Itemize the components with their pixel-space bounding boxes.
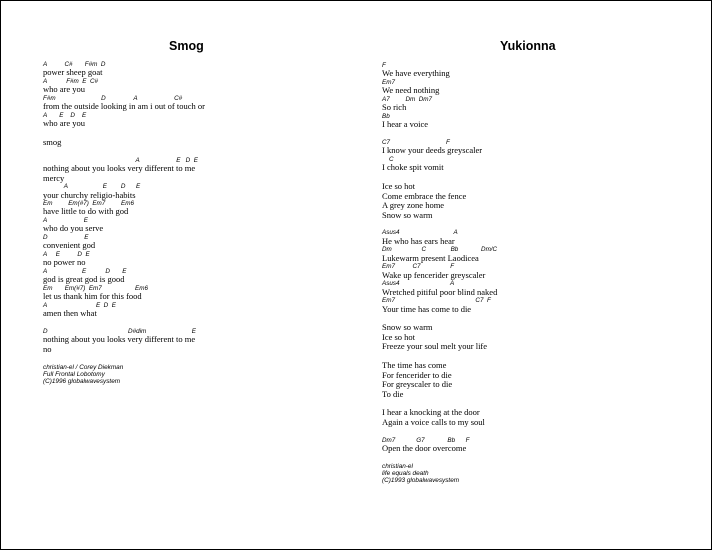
lyric-text: Snow so warm [382, 209, 433, 220]
lyric-line [43, 183, 343, 200]
chord-line: D E [43, 234, 89, 242]
lyric-line [43, 157, 343, 174]
credit-line: (C)1993 globalwavesystem [382, 476, 460, 484]
chord-line: A E D E [43, 183, 141, 191]
lyric-text: Your time has come to die [382, 303, 472, 314]
lyric-text: I know your deeds greyscaler [382, 145, 483, 156]
lyric-line [382, 263, 682, 280]
lyric-line [43, 268, 343, 285]
lyric-line [43, 251, 343, 268]
stanza-gap [43, 355, 343, 364]
chord-line: A E D E [43, 251, 90, 259]
lyric-line [382, 62, 682, 79]
lyric-text: who do you serve [43, 223, 104, 234]
lyric-text: nothing about you looks very different to me [43, 162, 196, 173]
song-title: Yukionna [500, 39, 556, 53]
lyric-text: nothing about you looks very different to me [43, 334, 196, 345]
lyric-text: I hear a knocking at the door [382, 407, 480, 418]
chord-line: D D#dim E [43, 327, 196, 335]
chord-line: A7 Dm Dm7 [382, 95, 433, 103]
chord-line: Bb [382, 112, 390, 120]
lyric-text: Come embrace the fence [382, 190, 467, 201]
stanza-gap [43, 319, 343, 328]
lyric-line [382, 390, 682, 400]
lyric-text: Ice so hot [382, 180, 416, 191]
lyric-text: convenient god [43, 240, 96, 251]
lyric-text: Freeze your soul melt your life [382, 341, 488, 352]
lyric-line [382, 79, 682, 96]
lyric-line [382, 418, 682, 428]
chord-line: A C# F#m D [43, 61, 106, 68]
lyric-line [43, 234, 343, 251]
lyric-text: who are you [43, 84, 86, 95]
stanza-gap [382, 130, 682, 139]
lyric-line [382, 246, 682, 263]
lyric-text: let us thank him for this food [43, 291, 142, 302]
lyric-text: no [43, 343, 52, 354]
chord-line: C7 F [382, 138, 450, 146]
lyric-line [43, 112, 343, 129]
lyric-text: To die [382, 388, 404, 399]
lyric-text: For greyscaler to die [382, 379, 453, 390]
lyric-line [43, 285, 343, 302]
lyric-text: who are you [43, 118, 86, 129]
chord-line: Asus4 A [382, 229, 458, 237]
lyric-text: Wretched pitiful poor blind naked [382, 286, 498, 297]
lyric-line [43, 78, 343, 95]
lyric-line [43, 95, 343, 112]
lyric-text: from the outside looking in am i out of touch or [43, 101, 205, 112]
lyric-line [43, 61, 343, 78]
lyric-text: Wake up fencerider greyscaler [382, 269, 486, 280]
lyric-text: We have everything [382, 68, 450, 79]
lyric-line [382, 380, 682, 390]
chord-line: Dm7 G7 Bb F [382, 436, 470, 444]
lyric-line [382, 437, 682, 454]
lyric-line [382, 156, 682, 173]
chord-line: Em7 C7 F [382, 263, 455, 271]
stanza-gap [382, 454, 682, 463]
chord-line: F#m D A C# [43, 94, 183, 102]
lyric-text: Lukewarm present Laodicea [382, 252, 479, 263]
lyric-text: I choke spit vomit [382, 162, 444, 173]
song-title: Smog [169, 39, 204, 53]
lyric-text: So rich [382, 102, 407, 113]
lyric-line [382, 297, 682, 314]
lyric-line [382, 323, 682, 333]
lyric-text: Ice so hot [382, 331, 416, 342]
chord-line: A E D E [43, 111, 87, 119]
song-body [43, 61, 343, 385]
lyric-text: A grey zone home [382, 200, 445, 211]
stanza-gap [43, 129, 343, 138]
chord-line: Em Em(#7) Em7 Em6 [43, 200, 134, 208]
lyric-text: no power no [43, 257, 86, 268]
chord-line: F [382, 62, 386, 69]
stanza-gap [382, 173, 682, 182]
chord-line: A E D E [43, 302, 116, 309]
lyric-text: The time has come [382, 359, 447, 370]
lyric-text: mercy [43, 172, 65, 183]
lyric-line [382, 139, 682, 156]
chord-line: A E D E [43, 268, 127, 276]
credit-line: life equals death [382, 469, 429, 477]
lyric-line [382, 229, 682, 246]
chord-line: A E [43, 217, 88, 225]
stanza-gap [382, 428, 682, 437]
lyric-text: He who has ears hear [382, 235, 455, 246]
lyric-text: Again a voice calls to my soul [382, 416, 485, 427]
stanza-gap [382, 220, 682, 229]
lyric-text: Snow so warm [382, 322, 433, 333]
credit-line: (C)1996 globalwavesystem [43, 377, 121, 385]
song-body [382, 62, 682, 484]
lyric-text: Open the door overcome [382, 442, 467, 453]
chord-line: Em Em(#7) Em7 Em6 [43, 285, 148, 293]
stanza-gap [43, 148, 343, 157]
credit-line: christian-el / Corey Diekman [43, 363, 124, 371]
chord-line: Asus4 A [382, 280, 455, 288]
credit-line: christian-el [382, 462, 413, 470]
chord-line: A E D E [43, 156, 198, 164]
lyric-text: your churchy religio-habits [43, 189, 136, 200]
lyric-text: We need nothing [382, 85, 440, 96]
lyric-line [43, 345, 343, 355]
chord-line: Em7 [382, 78, 395, 86]
lyric-text: power sheep goat [43, 67, 103, 78]
lyric-text: smog [43, 136, 62, 147]
lyric-line [43, 200, 343, 217]
lyric-line [382, 113, 682, 130]
lyric-line [382, 342, 682, 352]
lyric-text: For fencerider to die [382, 369, 452, 380]
credit-line: Full Frontal Lobotomy [43, 370, 105, 378]
chord-line: C [382, 155, 394, 163]
lyric-line [382, 96, 682, 113]
lyric-text: god is great god is good [43, 274, 125, 285]
lyric-line [43, 302, 343, 319]
chord-line: Em7 C7 F [382, 297, 491, 305]
chord-line: Dm C Bb Dm/C [382, 246, 498, 254]
lyric-line [43, 328, 343, 345]
lyric-line [382, 211, 682, 221]
lyric-text: amen then what [43, 308, 97, 319]
lyric-text: have little to do with god [43, 206, 129, 217]
lyric-line [43, 217, 343, 234]
lyric-line [43, 138, 343, 148]
lyric-line [382, 280, 682, 297]
lyric-line [43, 174, 343, 184]
lyric-text: I hear a voice [382, 119, 429, 130]
chord-line: A F#m E C# [43, 77, 99, 85]
